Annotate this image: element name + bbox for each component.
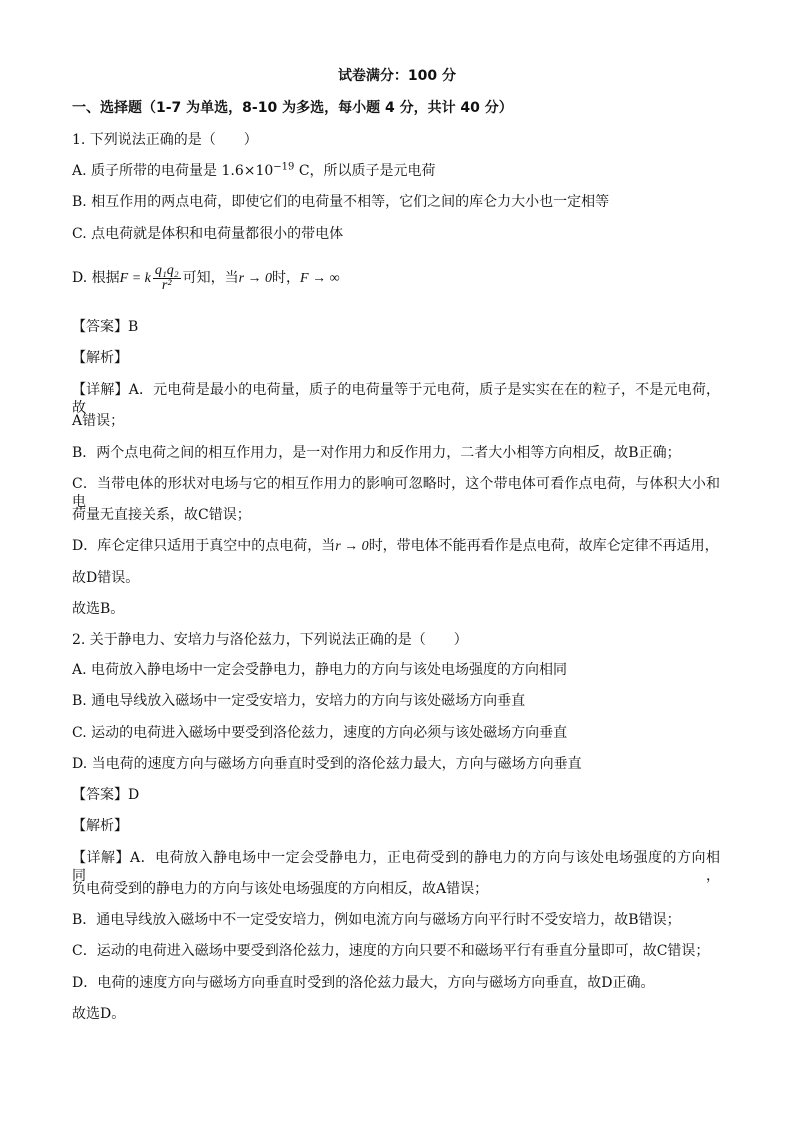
q1-option-a-tail: C，所以质子是元电荷 (294, 163, 436, 179)
q1-option-d-result: F → ∞ (300, 271, 340, 286)
q2-answer: 【答案】D (72, 787, 140, 803)
q1-detail-d-condition: r → 0 (335, 539, 369, 554)
q1-detail-d-text: D．库仑定律只适用于真空中的点电荷，当 (72, 538, 336, 554)
q1-option-a (72, 162, 436, 180)
q1-option-d-time: 时， (272, 270, 301, 286)
exam-score-title: 试卷满分：100 分 (337, 68, 457, 84)
q1-detail-a-line1: 【详解】A．元电荷是最小的电荷量，质子的电荷量等于元电荷，质子是实实在在的粒子，不是元电荷，故 (72, 382, 720, 416)
q1-detail-d-line2: 故D错误。 (72, 570, 140, 586)
q2-detail-c: C．运动的电荷进入磁场中要受到洛伦兹力，速度的方向只要不和磁场平行有垂直分量即可，故C错误； (72, 943, 710, 959)
q2-detail-d: D．电荷的速度方向与磁场方向垂直时受到的洛伦兹力最大，方向与磁场方向垂直，故D正确。 (72, 975, 655, 991)
coulomb-formula-lhs: F = k (119, 271, 151, 286)
q2-analysis-label: 【解析】 (72, 818, 128, 834)
coulomb-fraction (153, 264, 181, 293)
q2-detail-b: B．通电导线放入磁场中不一定受安培力，例如电流方向与磁场方向平行时不受安培力，故B错误； (72, 912, 681, 928)
coulomb-numerator: q₁q₂ (154, 262, 179, 278)
q1-detail-a-line2: A错误； (72, 413, 125, 429)
q2-conclusion: 故选D。 (72, 1006, 126, 1022)
q1-option-d-mid: 可知，当 (182, 270, 239, 286)
q1-option-b: B. 相互作用的两点电荷，即使它们的电荷量不相等，它们之间的库仑力大小也一定相等 (72, 194, 610, 210)
q1-option-d-condition: r → 0 (238, 271, 273, 286)
q1-detail-b: B．两个点电荷之间的相互作用力，是一对作用力和反作用力，二者大小相等方向相反，故B正确； (72, 445, 681, 461)
q1-detail-d-tail: 时，带电体不能再看作是点电荷，故库仑定律不再适用， (368, 538, 719, 554)
q2-option-b: B. 通电导线放入磁场中一定受安培力，安培力的方向与该处磁场方向垂直 (72, 693, 526, 709)
q1-option-c: C. 点电荷就是体积和电荷量都很小的带电体 (72, 226, 344, 242)
q1-option-a-exponent: −19 (273, 161, 295, 173)
q1-answer: 【答案】B (72, 319, 139, 335)
q2-option-d: D. 当电荷的速度方向与磁场方向垂直时受到的洛伦兹力最大，方向与磁场方向垂直 (72, 756, 582, 772)
q1-detail-c-line1: C．当带电体的形状对电场与它的相互作用力的影响可忽略时，这个带电体可看作点电荷，与体积大小和电 (72, 476, 720, 510)
coulomb-denominator: r² (161, 277, 172, 293)
q1-detail-d-line1 (72, 537, 719, 556)
q2-detail-a-line1: 【详解】A．电荷放入静电场中一定会受静电力，正电荷受到的静电力的方向与该处电场强度的方向相同， (72, 850, 720, 884)
q2-option-c: C. 运动的电荷进入磁场中要受到洛伦兹力，速度的方向必须与该处磁场方向垂直 (72, 725, 568, 741)
q1-option-d (72, 262, 340, 295)
q1-analysis-label: 【解析】 (72, 350, 128, 366)
q2-stem: 2. 关于静电力、安培力与洛伦兹力，下列说法正确的是（ ） (72, 632, 468, 648)
q2-option-a: A. 电荷放入静电场中一定会受静电力，静电力的方向与该处电场强度的方向相同 (72, 662, 568, 678)
q1-stem: 1. 下列说法正确的是（ ） (72, 132, 258, 148)
q1-option-d-text: D. 根据 (72, 270, 120, 286)
q1-conclusion: 故选B。 (72, 601, 125, 617)
section-heading: 一、选择题（1-7 为单选，8-10 为多选，每小题 4 分，共计 40 分） (72, 100, 513, 116)
q1-detail-c-line2: 荷量无直接关系，故C错误； (72, 507, 251, 523)
q2-detail-a-line2: 负电荷受到的静电力的方向与该处电场强度的方向相反，故A错误； (72, 881, 489, 897)
q1-option-a-text: A. 质子所带的电荷量是 1.6×10 (72, 163, 274, 179)
